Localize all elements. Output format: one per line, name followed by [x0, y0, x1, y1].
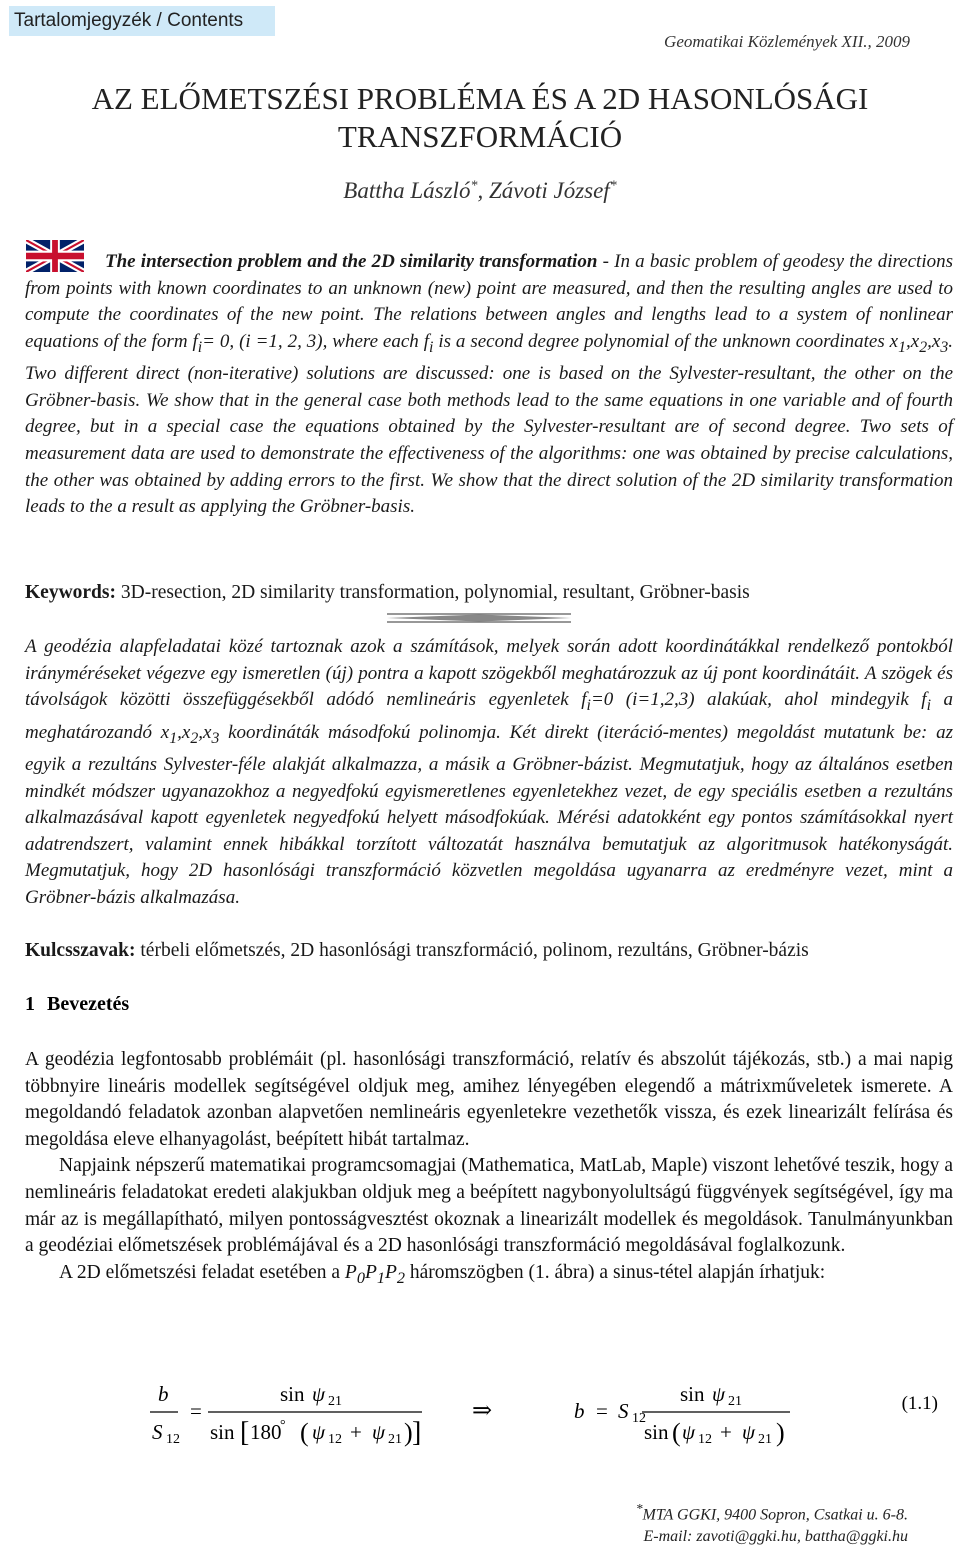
- section-title: Bevezetés: [47, 993, 130, 1015]
- eq-S: S: [152, 1420, 163, 1444]
- title-line-1: AZ ELŐMETSZÉSI PROBLÉMA ÉS A 2D HASONLÓSÁGI: [91, 81, 869, 116]
- math-comma: ,: [927, 330, 932, 352]
- math-f: f: [921, 689, 927, 711]
- body-text-span: háromszögben (1. ábra) a sinus-tétel alapján írhatjuk:: [405, 1261, 826, 1283]
- abstract-hu-text: a meghatározandó: [25, 689, 953, 743]
- eq-sub: 12: [632, 1411, 646, 1426]
- eq-psi: ψ: [312, 1420, 326, 1444]
- abstract-text: . Two different direct (non-iterative) solutions are discussed: one is based on the Sylvester-resultant, the other on the Gröbner-basis. We show that in the general case both methods lead to the same equations in one variable and of fourth degree, but in a special case the equations obtained by the Sylvester-resultant are of second degree. Two sets of measurement data are used to demonstrate the effectiveness of the algorithms: one was obtained by precise calculations, the other was obtained by adding errors to the first. We show that the direct solution of the 2D similarity transformation leads to the a result as applying the Gröbner-basis.: [25, 330, 953, 518]
- footnote: [636, 1498, 908, 1548]
- math-x: x: [910, 330, 920, 352]
- abstract-hu-text: =1,2,3) alakúak, ahol mindegyik: [637, 689, 922, 711]
- math-comma: ,: [198, 721, 203, 743]
- eq-sin: sin: [644, 1420, 669, 1444]
- eq-sub: 21: [388, 1432, 402, 1447]
- footnote-mark: *: [635, 1501, 643, 1516]
- ornamental-divider-icon: [385, 611, 573, 625]
- eq-equals: =: [596, 1399, 608, 1423]
- eq-paren: ): [404, 1418, 413, 1447]
- eq-b: b: [158, 1382, 169, 1406]
- abstract-text: - In a basic problem of geodesy the directions from points with known coordinates to an unknown (new) point are measured, and then the resulting angles are used to compute the coordinates of the new point. The relations between angles and lengths lead to a system of nonlinear equations of the form: [25, 251, 953, 352]
- body-paragraph-1: A geodézia legfontosabb problémáit (pl. hasonlósági transzformáció, relatív és abszolút tájékozás, stb.) a mai napig többnyire lineáris modellek segítségével oldjuk meg, amihez lényegében elegendő a mátrixműveletek ismerete. A megoldandó feladatok azonban alapvetően nemlineáris egyenletekre vezethetők vissza, és ezek linearizált felírása és megoldása eleve elhanyagolást, beépített hibát tartalmaz.: [25, 1049, 953, 1150]
- math-sub: i: [429, 338, 434, 356]
- keywords-english: [25, 580, 953, 606]
- keywords-text: 3D-resection, 2D similarity transformation, polynomial, resultant, Gröbner-basis: [116, 582, 750, 603]
- body-paragraph-3: [25, 1260, 953, 1291]
- body-text: [25, 1047, 953, 1291]
- math-sub: 0: [356, 1268, 365, 1287]
- eq-sub: 12: [166, 1432, 180, 1447]
- toc-link[interactable]: Tartalomjegyzék / Contents: [9, 6, 275, 36]
- math-x: x: [160, 721, 170, 743]
- keywords-hu-text: térbeli előmetszés, 2D hasonlósági transzformáció, polinom, rezultáns, Gröbner-bázis: [135, 940, 809, 961]
- abstract-text: is a second degree polynomial of the unknown coordinates: [433, 330, 890, 352]
- math-comma: ,: [177, 721, 182, 743]
- math-sub: 2: [396, 1268, 406, 1287]
- eq-equals: =: [190, 1399, 202, 1423]
- eq-sin: sin: [680, 1382, 705, 1406]
- eq-paren: (: [672, 1418, 681, 1447]
- body-text-span: A 2D előmetszési feladat esetében a: [59, 1261, 345, 1283]
- eq-sub: 12: [328, 1432, 342, 1447]
- eq-plus: +: [350, 1420, 362, 1444]
- abstract-text: = 0, (i =1, 2, 3), where each: [202, 330, 424, 352]
- footnote-email: E-mail: zavoti@ggki.hu, battha@ggki.hu: [643, 1528, 908, 1546]
- eq-bracket: [: [240, 1417, 250, 1448]
- section-heading: [25, 993, 129, 1016]
- section-number: 1: [25, 993, 35, 1015]
- eq-paren: ): [776, 1418, 785, 1447]
- eq-sin: sin: [210, 1420, 235, 1444]
- math-i: i: [632, 689, 638, 711]
- eq-psi: ψ: [682, 1420, 696, 1444]
- abstract-hu-text: koordináták másodfokú polinomja. Két direkt (iteráció-mentes) megoldást mutatunk be: az egyik a rezultáns Sylvester-féle alakját alkalmazza, a másik a Gröbner-bázist. Megmutatjuk, hogy az általános esetben mindkét módszer ugyanazokhoz a negyedfokú egyismeretlenes egyenletekhez vezet, de egy speciális esetben a rezultáns alkalmazásával kapott egyenletek negyedfokú helyett másodfokúak. Mérési adatokként egy pontos számításokkal nyert adatrendszert, valamint ennek hibákkal torzított változatát használva bemutatjuk az algoritmusok hatékonyságát. Megmutatjuk, hogy 2D hasonlósági transzformáció közvetlen megoldása ugyanarra az eredményre vezet, mint a Gröbner-bázis alkalmazása.: [25, 721, 953, 908]
- math-sub: 1: [376, 1268, 385, 1287]
- author-2: Závoti József: [488, 178, 610, 203]
- authors: [0, 178, 960, 204]
- keywords-hu-label: Kulcsszavak:: [25, 940, 136, 961]
- eq-paren: (: [300, 1418, 309, 1447]
- abstract-english: [25, 249, 953, 521]
- abstract-hungarian: [25, 634, 953, 912]
- equation-number: (1.1): [901, 1393, 938, 1414]
- math-sub: i: [197, 338, 203, 356]
- eq-sin: sin: [280, 1382, 305, 1406]
- math-sub: i: [586, 696, 591, 714]
- abstract-lead: The intersection problem and the 2D similarity transformation: [105, 251, 598, 272]
- eq-psi: ψ: [742, 1420, 756, 1444]
- math-x: x: [203, 721, 212, 743]
- journal-header: Geomatikai Közlemények XII., 2009: [664, 32, 910, 51]
- equation-1-1: [150, 1375, 940, 1455]
- footnote-affiliation: [636, 1498, 908, 1526]
- eq-psi: ψ: [712, 1382, 726, 1406]
- math-x: x: [931, 330, 941, 352]
- math-sub: 2: [190, 729, 199, 747]
- affiliation-mark: *: [470, 178, 478, 194]
- math-x: x: [889, 330, 899, 352]
- keywords-label: Keywords:: [25, 582, 116, 603]
- eq-implies: ⇒: [472, 1398, 493, 1424]
- abstract-hu-text: A geodézia alapfeladatai közé tartoznak azok a számítások, melyek során adott koordinátákkal rendelkező pontokból irányméréseket végezve egy ismeretlen (új) pontra a kapott szögekből meghatározzuk az új pont koordinátáit. A szögek és távolságok közötti összefüggésekből adódó nemlineáris egyenletek: [25, 636, 953, 711]
- eq-sub: 12: [698, 1432, 712, 1447]
- math-f: f: [192, 330, 198, 352]
- math-sub: 3: [940, 338, 949, 356]
- math-P: P: [364, 1261, 377, 1283]
- abstract-hu-text: =0 (: [590, 689, 633, 711]
- math-x: x: [181, 721, 191, 743]
- affiliation-mark: *: [609, 178, 617, 194]
- math-sub: i: [926, 696, 931, 714]
- eq-S: S: [618, 1399, 629, 1423]
- eq-sub: 21: [728, 1394, 742, 1409]
- math-sub: 1: [169, 729, 178, 747]
- eq-psi: ψ: [372, 1420, 386, 1444]
- eq-plus: +: [720, 1420, 732, 1444]
- title-line-2: TRANSZFORMÁCIÓ: [337, 119, 623, 154]
- math-sub: 3: [211, 729, 220, 747]
- eq-180: 180: [250, 1420, 282, 1444]
- eq-b: b: [574, 1399, 585, 1423]
- body-paragraph-2: Napjaink népszerű matematikai programcsomagjai (Mathematica, MatLab, Maple) viszont lehetővé teszik, hogy a nemlineáris feladatokat eredeti alakjukban oldjuk meg a beépített nagybonyolultságú függvények segítségével, így ma már az is megállapítható, milyen pontosságvesztést okoznak a linearizált modellek és megoldások. Tanulmányunkban a geodéziai előmetszések problémájával és a 2D hasonlósági transzformáció megoldásával foglalkozunk.: [25, 1155, 953, 1257]
- eq-degree: °: [280, 1418, 286, 1433]
- math-P: P: [344, 1261, 357, 1283]
- eq-psi: ψ: [312, 1382, 326, 1406]
- math-f: f: [581, 689, 587, 711]
- eq-sub: 21: [328, 1394, 342, 1409]
- math-sub: 1: [898, 338, 907, 356]
- paper-title: [0, 80, 960, 156]
- eq-bracket: ]: [412, 1417, 422, 1448]
- author-1: Battha László: [343, 178, 471, 203]
- eq-sub: 21: [758, 1432, 772, 1447]
- author-separator: ,: [477, 178, 489, 203]
- math-comma: ,: [906, 330, 911, 352]
- footnote-address: MTA GGKI, 9400 Sopron, Csatkai u. 6-8.: [642, 1506, 908, 1524]
- math-sub: 2: [919, 338, 928, 356]
- math-f: f: [423, 330, 429, 352]
- keywords-hungarian: [25, 938, 953, 964]
- math-P: P: [384, 1261, 397, 1283]
